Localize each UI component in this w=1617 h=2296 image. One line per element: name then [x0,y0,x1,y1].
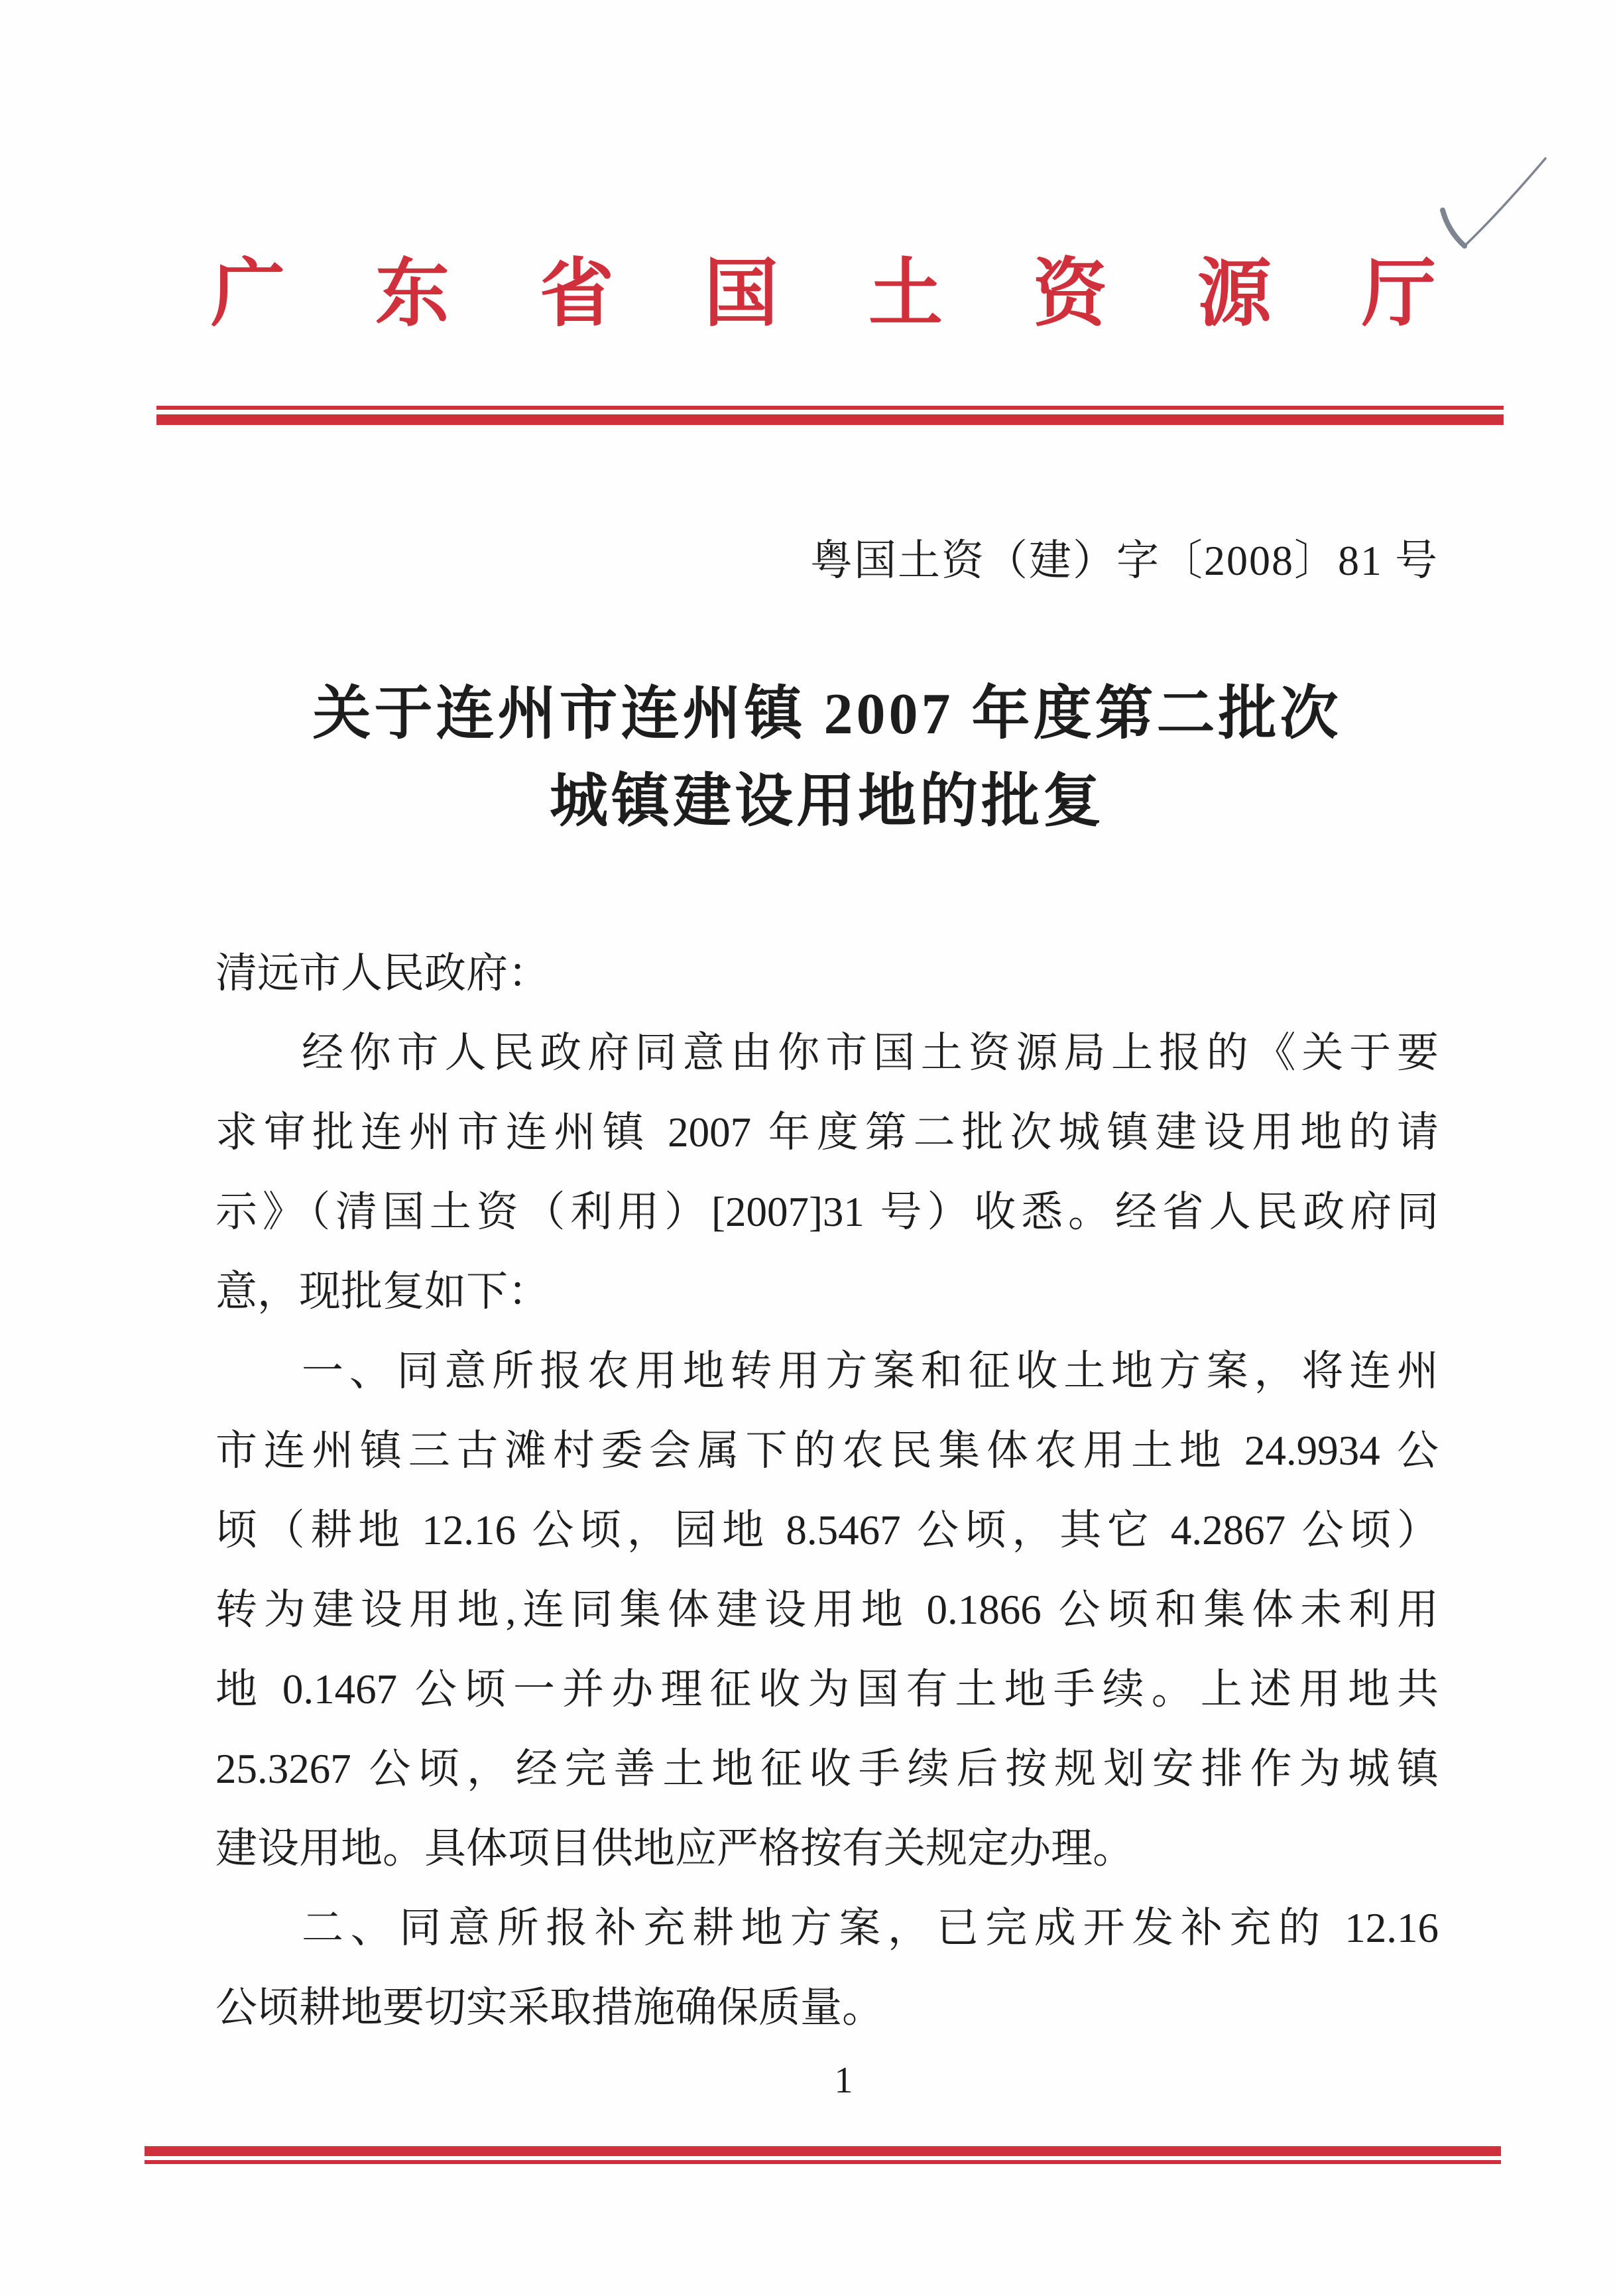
document-title [215,671,1439,846]
letterhead-separator-thin-line [156,406,1504,410]
letterhead-org-name: 广东省国土资源厅 [211,253,1526,335]
page-number: 1 [834,2060,853,2101]
document-reference-number: 粤国土资（建）字〔2008〕81 号 [810,537,1439,584]
footer-separator-thick-line [145,2146,1501,2156]
body-line: 建设用地。具体项目供地应严格按有关规定办理。 [215,1825,1134,1872]
body-line: 二、同意所报补充耕地方案，已完成开发补充的 12.16 [302,1905,1439,1951]
salutation-line: 清远市人民政府： [215,950,550,997]
body-line: 意，现批复如下： [215,1268,550,1315]
body-line: 顷（耕地 12.16 公顷，园地 8.5467 公顷，其它 4.2867 公顷） [215,1507,1439,1553]
body-line: 市连州镇三古滩村委会属下的农民集体农用土地 24.9934 公 [215,1427,1439,1474]
body-line: 求审批连州市连州镇 2007 年度第二批次城镇建设用地的请 [215,1109,1439,1156]
body-line: 示》（清国土资（利用）[2007]31 号）收悉。经省人民政府同 [215,1189,1439,1235]
footer-separator-thin-line [145,2160,1501,2164]
body-line: 公顷耕地要切实采取措施确保质量。 [215,1984,884,2031]
letterhead-separator-thick-line [156,414,1504,425]
body-line: 经你市人民政府同意由你市国土资源局上报的《关于要 [302,1030,1439,1076]
body-line: 25.3267 公顷，经完善土地征收手续后按规划安排作为城镇 [215,1746,1439,1792]
document-title-line2: 城镇建设用地的批复 [549,770,1105,834]
body-line: 转为建设用地,连同集体建设用地 0.1866 公顷和集体未利用 [215,1587,1439,1633]
body-line: 地 0.1467 公顷一并办理征收为国有土地手续。上述用地共 [215,1666,1439,1713]
document-title-line1: 关于连州市连州镇 2007 年度第二批次 [312,682,1342,747]
document-body [215,934,1439,2047]
body-line: 一、同意所报农用地转用方案和征收土地方案，将连州 [302,1348,1439,1394]
